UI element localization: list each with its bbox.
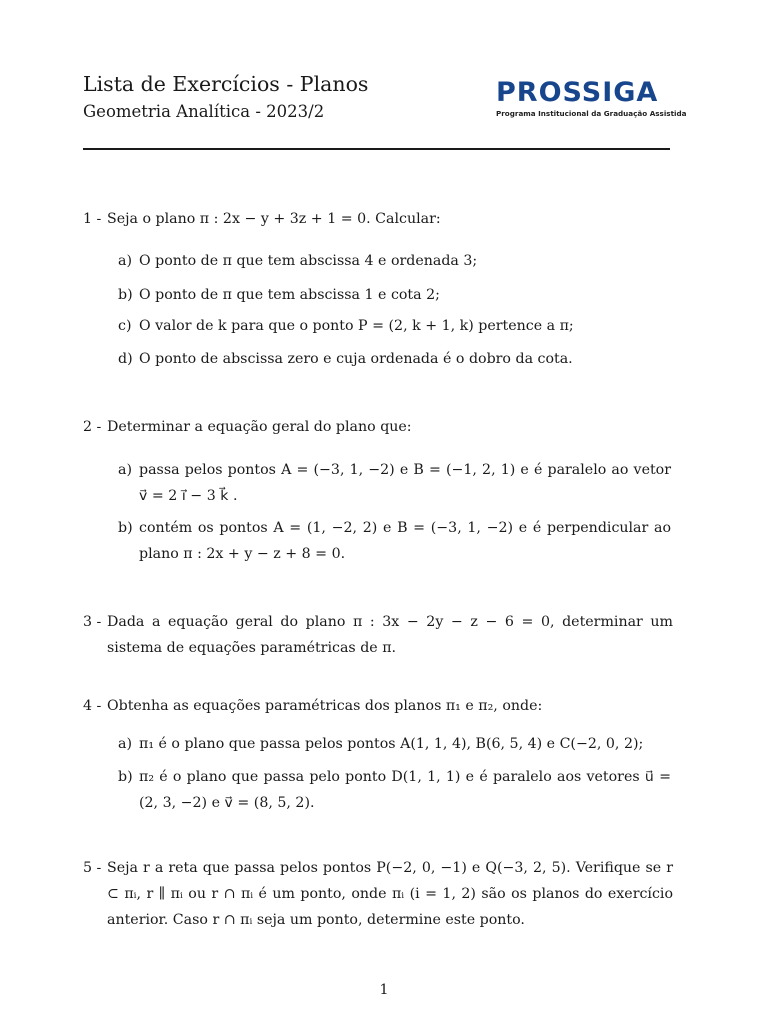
prossiga-logo — [496, 77, 687, 122]
item-text: O ponto de π que tem abscissa 4 e ordenada 3; — [139, 253, 478, 269]
item-text: O ponto de π que tem abscissa 1 e cota 2; — [139, 287, 440, 303]
page-title: Lista de Exercícios - Planos — [83, 72, 369, 96]
item-text: O ponto de abscissa zero e cuja ordenada é o dobro da cota. — [139, 351, 573, 367]
question-2-item-a — [118, 457, 671, 509]
question-number: 5 - — [83, 860, 102, 876]
item-label: a) — [118, 462, 132, 478]
header-divider — [83, 148, 670, 150]
item-label: b) — [118, 287, 133, 303]
item-label: d) — [118, 351, 133, 367]
question-number: 3 - — [83, 614, 102, 630]
question-2 — [83, 414, 673, 440]
question-text: Determinar a equação geral do plano que: — [107, 419, 412, 435]
question-number: 2 - — [83, 419, 102, 435]
item-text: π₂ é o plano que passa pelo ponto D(1, 1, 1) e é paralelo aos vetores u⃗ = (2, 3, −2) e v⃗ = (8, 5, 2). — [139, 769, 671, 811]
item-text: O valor de k para que o ponto P = (2, k + 1, k) pertence a π; — [139, 318, 574, 334]
question-text: Obtenha as equações paramétricas dos planos π₁ e π₂, onde: — [107, 698, 543, 714]
question-1-item-b — [118, 282, 671, 308]
question-4 — [83, 693, 673, 719]
question-text: Seja o plano π : 2x − y + 3z + 1 = 0. Calcular: — [107, 211, 441, 227]
page-number: 1 — [379, 982, 389, 998]
question-1 — [83, 206, 673, 232]
question-3 — [83, 609, 673, 661]
item-label: a) — [118, 253, 132, 269]
question-4-item-a — [118, 731, 671, 757]
logo-tagline: Programa Institucional da Graduação Assistida — [496, 109, 687, 118]
question-2-item-b — [118, 515, 671, 567]
item-text: π₁ é o plano que passa pelos pontos A(1, 1, 4), B(6, 5, 4) e C(−2, 0, 2); — [139, 736, 644, 752]
question-number: 1 - — [83, 211, 102, 227]
item-text: passa pelos pontos A = (−3, 1, −2) e B = (−1, 2, 1) e é paralelo ao vetor v⃗ = 2 i⃗ − 3 k⃗ . — [139, 462, 671, 504]
item-label: a) — [118, 736, 132, 752]
logo-wordmark: PROSSIGA — [496, 77, 659, 108]
question-text: Dada a equação geral do plano π : 3x − 2y − z − 6 = 0, determinar um sistema de equações paramétricas de π. — [107, 614, 673, 656]
question-1-item-d — [118, 346, 671, 372]
question-5 — [83, 855, 673, 933]
question-text: Seja r a reta que passa pelos pontos P(−2, 0, −1) e Q(−3, 2, 5). Verifique se r ⊂ πᵢ, r ∥ πᵢ ou r ∩ πᵢ é um ponto, onde πᵢ (i = 1, 2) são os planos do exercício anterior. Caso r ∩ πᵢ seja um ponto, determine este ponto. — [107, 860, 673, 928]
question-4-item-b — [118, 764, 671, 816]
question-1-item-a — [118, 248, 671, 274]
item-label: c) — [118, 318, 132, 334]
page-subtitle: Geometria Analítica - 2023/2 — [83, 102, 325, 121]
item-label: b) — [118, 520, 133, 536]
question-number: 4 - — [83, 698, 102, 714]
question-1-item-c — [118, 313, 671, 339]
item-text: contém os pontos A = (1, −2, 2) e B = (−3, 1, −2) e é perpendicular ao plano π : 2x + y − z + 8 = 0. — [139, 520, 671, 562]
item-label: b) — [118, 769, 133, 785]
